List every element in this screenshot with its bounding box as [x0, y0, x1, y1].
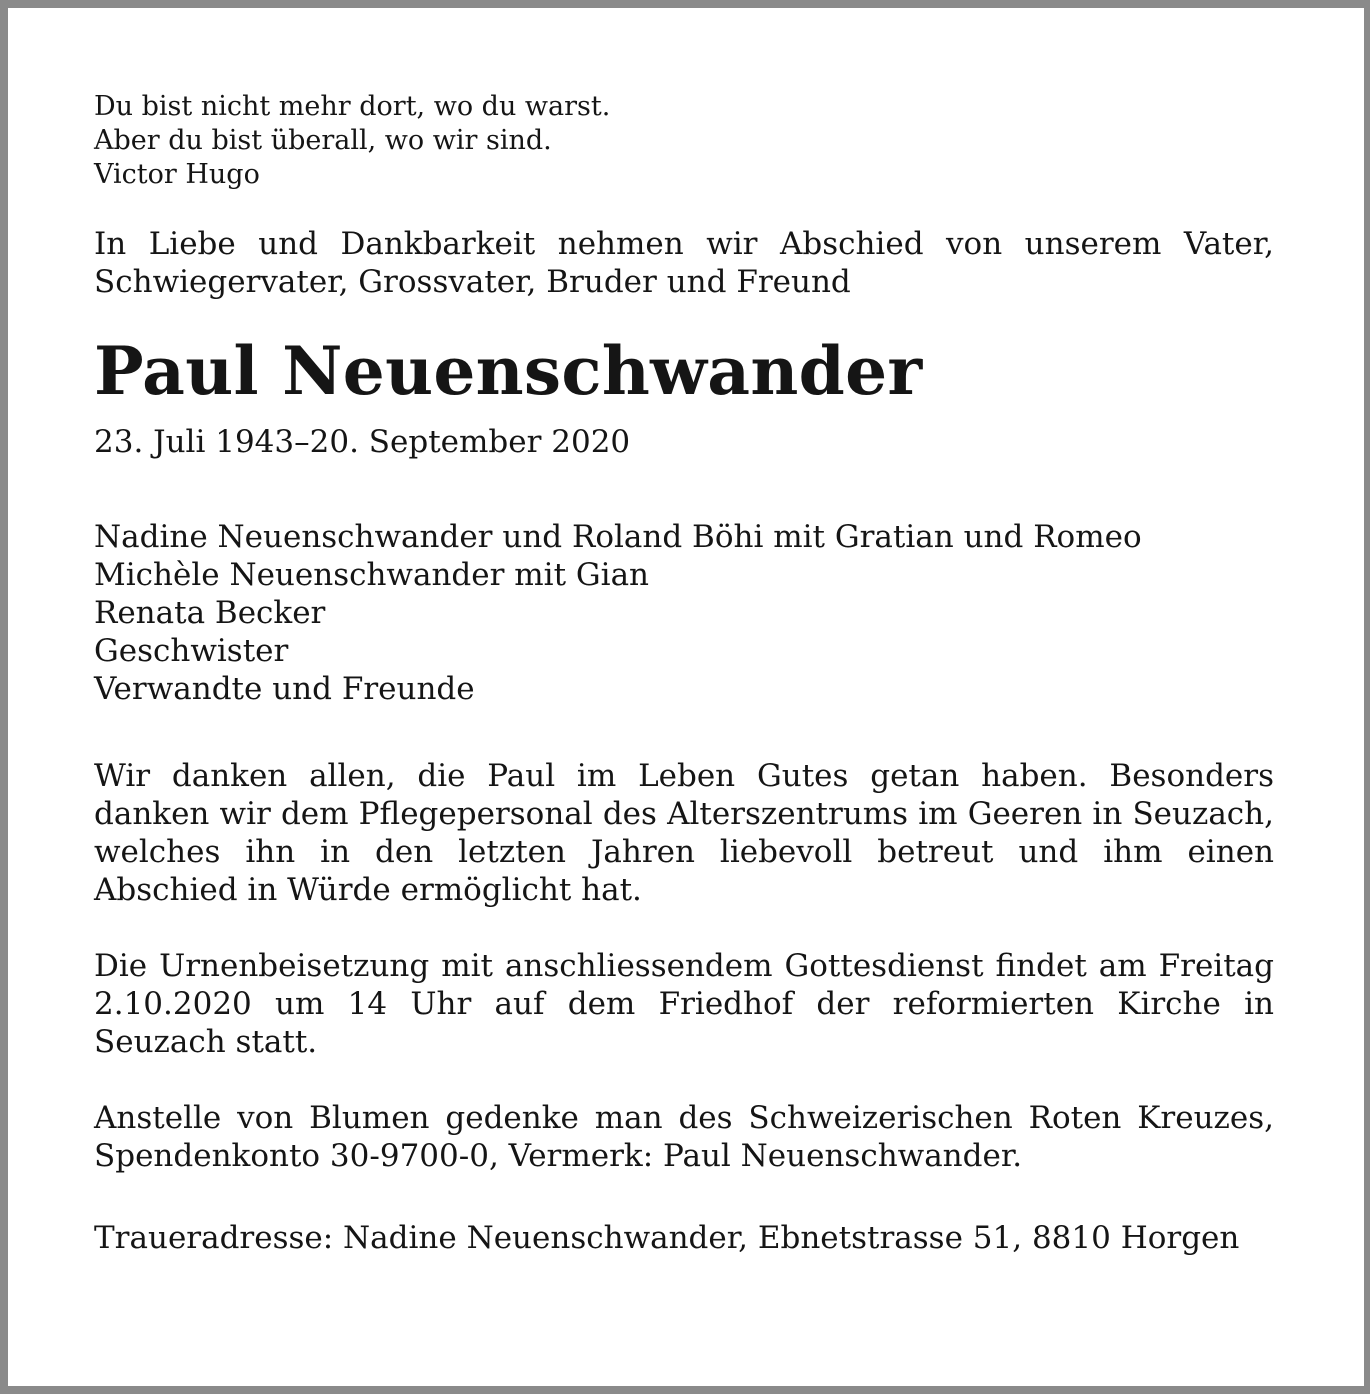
mourner-item: Verwandte und Freunde	[94, 671, 475, 707]
quote-line-2: Aber du bist überall, wo wir sind.	[94, 125, 552, 156]
quote-block	[94, 90, 1274, 192]
thanks-paragraph: Wir danken allen, die Paul im Leben Gutes getan haben. Besonders danken wir dem Pflegepersonal des Alterszentrums im Geeren in Seuzach, welches ihn in den letzten Jahren liebevoll betreut und ihm einen Abschied in Würde ermöglicht hat.	[94, 758, 1274, 908]
service-paragraph: Die Urnenbeisetzung mit anschliessendem Gottesdienst findet am Freitag 2.10.2020 um 14 Uhr auf dem Friedhof der reformierten Kirche in Seuzach statt.	[94, 948, 1274, 1060]
intro-text: In Liebe und Dankbarkeit nehmen wir Abschied von unserem Vater, Schwiegervater, Grossvater, Bruder und Freund	[94, 226, 1274, 300]
mourner-item: Michèle Neuenschwander mit Gian	[94, 557, 650, 593]
obituary-content	[94, 90, 1274, 1257]
mourning-address: Traueradresse: Nadine Neuenschwander, Ebnetstrasse 51, 8810 Horgen	[94, 1220, 1240, 1256]
life-dates: 23. Juli 1943–20. September 2020	[94, 424, 631, 460]
mourner-item: Geschwister	[94, 633, 289, 669]
mourner-item: Nadine Neuenschwander und Roland Böhi mit Gratian und Romeo	[94, 519, 1142, 555]
deceased-name: Paul Neuenschwander	[94, 332, 923, 410]
mourner-item: Renata Becker	[94, 595, 326, 631]
quote-line-1: Du bist nicht mehr dort, wo du warst.	[94, 91, 611, 122]
quote-author: Victor Hugo	[94, 159, 260, 190]
mourners-list	[94, 518, 1274, 708]
donation-paragraph: Anstelle von Blumen gedenke man des Schweizerischen Roten Kreuzes, Spendenkonto 30-9700-0, Vermerk: Paul Neuenschwander.	[94, 1100, 1274, 1174]
obituary-page	[8, 8, 1364, 1386]
